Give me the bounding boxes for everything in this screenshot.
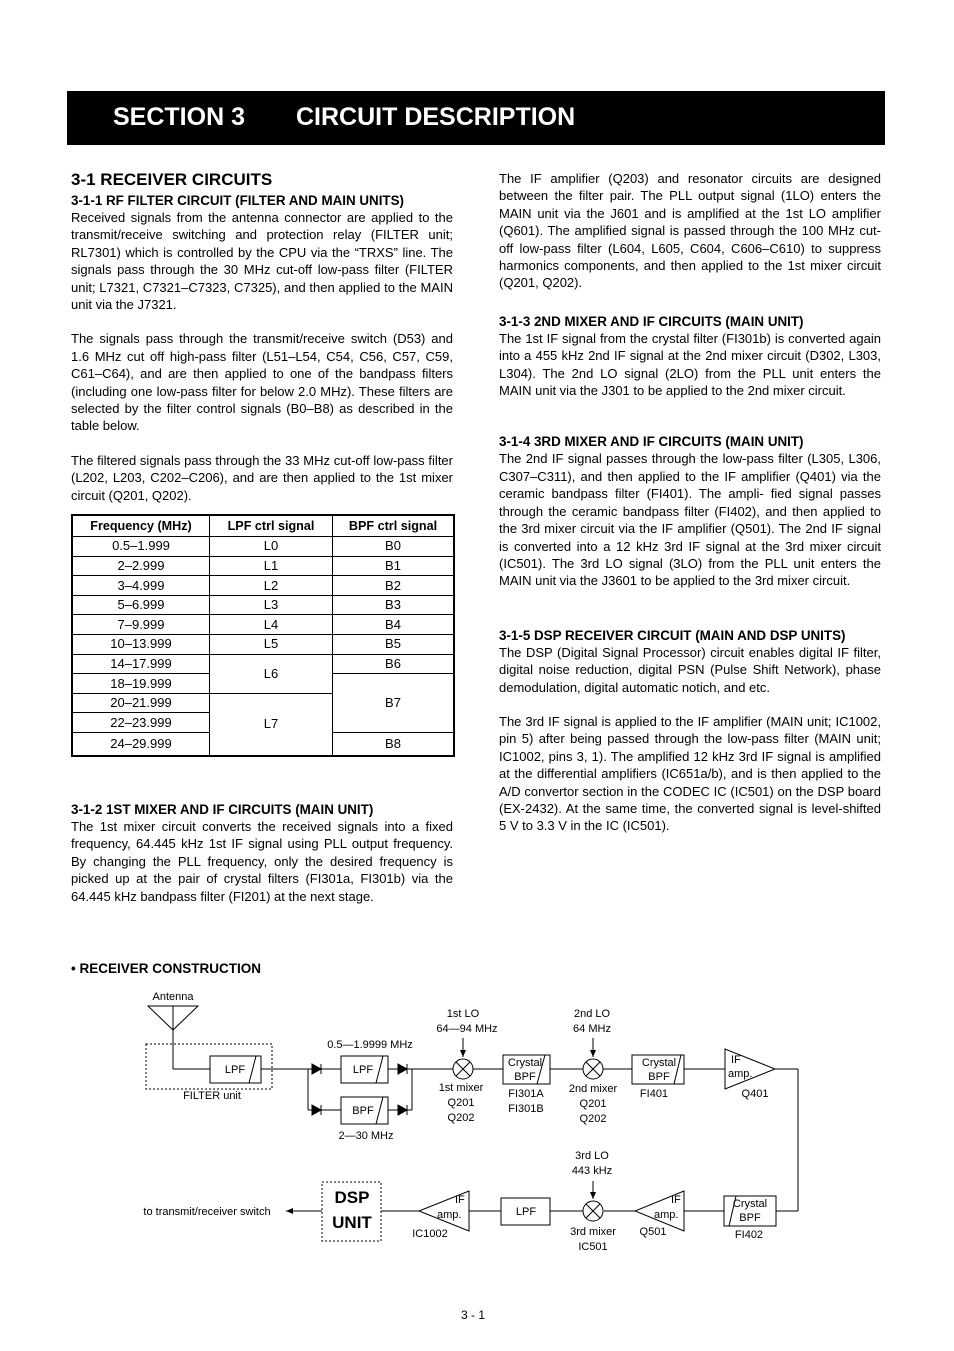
label-3rd-lo-freq: 443 kHz [571,1165,613,1177]
lpf-cell: L7 [210,693,333,756]
section-banner [67,91,885,145]
section-number: SECTION 3 [113,103,245,131]
paragraph-3rd-mixer: The 2nd IF signal passes through the low-pass filter (L305, L306, C307–C311), and then applied to the IF amplifier (Q401) via the ceramic bandpass filter (FI401). The ampli- fied signal passes through the ceramic bandpass filter (FI402), and then applied to the 3rd mixer circuit via the IF amplifier (Q501). The 2nd IF signal is converted into a 12 kHz 3rd IF signal at the 3rd mixer circuit (IC501). The 3rd LO signal (3LO) from the PLL unit enters the MAIN unit via the J3601 to be applied to the 3rd mixer circuit. [499,451,881,589]
filter-table [71,514,455,757]
freq-cell: 10–13.999 [72,635,210,655]
lpf-cell: L1 [210,556,333,576]
lpf-cell: L4 [210,615,333,635]
freq-cell: 18–19.999 [72,674,210,694]
table-header-bpf: BPF ctrl signal [333,515,455,537]
label-bpf-2: BPF [648,1071,670,1083]
right-column [499,170,881,835]
diode-icon [398,1064,407,1074]
label-crystal-2: Crystal [641,1057,677,1069]
paragraph-dsp-1: The DSP (Digital Signal Processor) circuit enables digital IF filter, digital noise reduction, digital PSN (Pulse Shift Network), phase demodulation, digital automatic notich, and etc. [499,644,881,695]
label-lpf-main: LPF [352,1064,374,1076]
table-row [72,556,454,576]
heading-3-1-4: 3-1-4 3RD MIXER AND IF CIRCUITS (MAIN UNIT) [499,434,804,450]
label-3rd-mixer: 3rd mixer [570,1226,616,1238]
heading-3-1-3: 3-1-3 2ND MIXER AND IF CIRCUITS (MAIN UNIT) [499,313,804,329]
label-to-switch: to transmit/receiver switch [143,1206,271,1218]
label-ic501: IC501 [578,1241,608,1253]
lpf-cell: L3 [210,595,333,615]
label-bpf-main: BPF [352,1105,374,1117]
freq-cell: 20–21.999 [72,693,210,713]
freq-cell: 22–23.999 [72,713,210,733]
label-q201-a: Q201 [447,1097,475,1109]
label-range-bottom: 2—30 MHz [338,1130,394,1142]
left-column [71,170,453,905]
freq-cell: 0.5–1.999 [72,537,210,557]
table-header-row [72,515,454,537]
bpf-cell: B1 [333,556,455,576]
freq-cell: 3–4.999 [72,576,210,596]
label-1st-mixer: 1st mixer [438,1082,484,1094]
freq-cell: 5–6.999 [72,595,210,615]
table-header-lpf: LPF ctrl signal [210,515,333,537]
paragraph-2nd-mixer: The 1st IF signal from the crystal filter (FI301b) is converted again into a 455 kHz 2nd IF signal at the 2nd mixer circuit (D302, L303, L304). The 2nd LO signal (2LO) from the PLL unit enters the MAIN unit via the J301 to be applied to the 2nd mixer circuit. [499,330,881,399]
label-if-ic1002: IF [455,1194,465,1206]
label-fi401: FI401 [639,1088,669,1100]
label-bpf-3: BPF [739,1212,761,1224]
label-unit: UNIT [332,1213,372,1232]
label-dsp: DSP [334,1188,370,1207]
label-fi301b: FI301B [508,1103,544,1115]
bpf-cell: B4 [333,615,455,635]
bpf-cell: B3 [333,595,455,615]
table-row [72,576,454,596]
label-if-q401: IF [731,1054,741,1066]
paragraph-rf-filter-1: Received signals from the antenna connector are applied to the transmit/receive switching and protection relay (FILTER unit; RL7301) which is controlled by the CPU via the “TRXS” line. The signals pass through the 30 MHz cut-off low-pass filter (FILTER unit; L7321, C7321–C7323, C7325), and then applied to the MAIN unit via the J7321. [71,210,453,313]
heading-3-1-1: 3-1-1 RF FILTER CIRCUIT (FILTER AND MAIN UNITS) [71,193,405,208]
label-3rd-lo: 3rd LO [575,1150,609,1162]
table-row [72,615,454,635]
lpf-cell: L5 [210,635,333,655]
table-row [72,595,454,615]
lpf-cell: L6 [210,654,333,693]
label-filter-unit: FILTER unit [183,1090,241,1102]
label-lpf-3rd-if: LPF [515,1206,537,1218]
label-range-top: 0.5—1.9999 MHz [327,1039,413,1051]
bpf-cell: B5 [333,635,455,655]
paragraph-rf-filter-3: The filtered signals pass through the 33 MHz cut-off low-pass filter (L202, L203, C202–C206), and are then applied to the 1st mixer circuit (Q201, Q202). [71,452,453,503]
freq-cell: 7–9.999 [72,615,210,635]
bpf-cell: B2 [333,576,455,596]
diode-icon [398,1105,407,1115]
label-q401: Q401 [741,1088,769,1100]
label-amp-ic1002: amp. [437,1209,462,1221]
receiver-construction-heading: • RECEIVER CONSTRUCTION [71,961,261,976]
table-row [72,654,454,674]
receiver-block-diagram [0,980,954,1280]
freq-cell: 2–2.999 [72,556,210,576]
lpf-cell: L0 [210,537,333,557]
page-number: 3 - 1 [461,1308,486,1322]
freq-cell: 14–17.999 [72,654,210,674]
label-lpf-filter: LPF [224,1064,246,1076]
label-fi402: FI402 [734,1229,764,1241]
section-title: CIRCUIT DESCRIPTION [296,103,576,131]
label-q201-b: Q201 [579,1098,607,1110]
lpf-cell: L2 [210,576,333,596]
bpf-cell: B0 [333,537,455,557]
label-1st-lo-freq: 64—94 MHz [436,1023,498,1035]
label-2nd-lo: 2nd LO [573,1008,611,1020]
heading-receiver-circuits: 3-1 RECEIVER CIRCUITS [71,170,273,189]
heading-3-1-5: 3-1-5 DSP RECEIVER CIRCUIT (MAIN AND DSP UNITS) [499,627,846,643]
label-ic1002: IC1002 [412,1228,448,1240]
label-if-q501: IF [671,1194,681,1206]
label-amp-q501: amp. [654,1209,679,1221]
label-1st-lo: 1st LO [446,1008,480,1020]
paragraph-dsp-2: The 3rd IF signal is applied to the IF amplifier (MAIN unit; IC1002, pin 5) after being passed through the low-pass filter (MAIN unit; IC1002, pins 3, 1). The amplified 12 kHz 3rd IF signal is amplified at the differential amplifiers (IC651a/b), and is then applied to the A/D convertor section in the CODEC IC (IC501) on the DSP board (EX-2432). At the same time, the converted signal is level-shifted 5 V to 3.3 V in the IC (IC501). [499,713,881,834]
bpf-cell: B8 [333,733,455,757]
bpf-cell: B6 [333,654,455,674]
label-q501: Q501 [639,1226,667,1238]
table-row [72,635,454,655]
paragraph-1st-mixer: The 1st mixer circuit converts the received signals into a fixed frequency, 64.445 kHz 1st IF signal using PLL output frequency. By changing the PLL frequency, only the desired frequency is picked up at the pair of crystal filters (FI301a, FI301b) via the 64.445 kHz bandpass filter (FI201) at the next stage. [71,819,453,904]
label-crystal-3: Crystal [732,1198,768,1210]
heading-3-1-2: 3-1-2 1ST MIXER AND IF CIRCUITS (MAIN UNIT) [71,802,374,818]
label-amp-q401: amp. [728,1068,753,1080]
label-crystal-1: Crystal [507,1057,543,1069]
label-fi301a: FI301A [508,1088,544,1100]
bpf-cell: B7 [333,674,455,733]
label-2nd-mixer: 2nd mixer [568,1083,618,1095]
label-antenna: Antenna [152,991,194,1003]
paragraph-if-amplifier: The IF amplifier (Q203) and resonator circuits are designed between the filter pair. The PLL output signal (1LO) enters the MAIN unit via the J601 and is amplified at the 1st LO amplifier (Q601). The amplified signal is passed through the 100 MHz cut-off low-pass filter (L604, L605, C604, C606–C610) to suppress harmonics components, and then applied to the 1st mixer circuit (Q201, Q202). [499,171,881,291]
label-q202-b: Q202 [579,1113,607,1125]
table-row [72,537,454,557]
label-q202-a: Q202 [447,1112,475,1124]
paragraph-rf-filter-2: The signals pass through the transmit/receive switch (D53) and 1.6 MHz cut off high-pass filter (L51–L54, C54, C56, C57, C59, C61–C64), and are then applied to one of the bandpass filters (including one low-pass filter for below 2.0 MHz). These filters are selected by the filter control signals (B0–B8) as described in the table below. [71,331,453,434]
table-header-freq: Frequency (MHz) [72,515,210,537]
label-2nd-lo-freq: 64 MHz [573,1023,611,1035]
freq-cell: 24–29.999 [72,733,210,757]
label-bpf-1: BPF [514,1071,536,1083]
